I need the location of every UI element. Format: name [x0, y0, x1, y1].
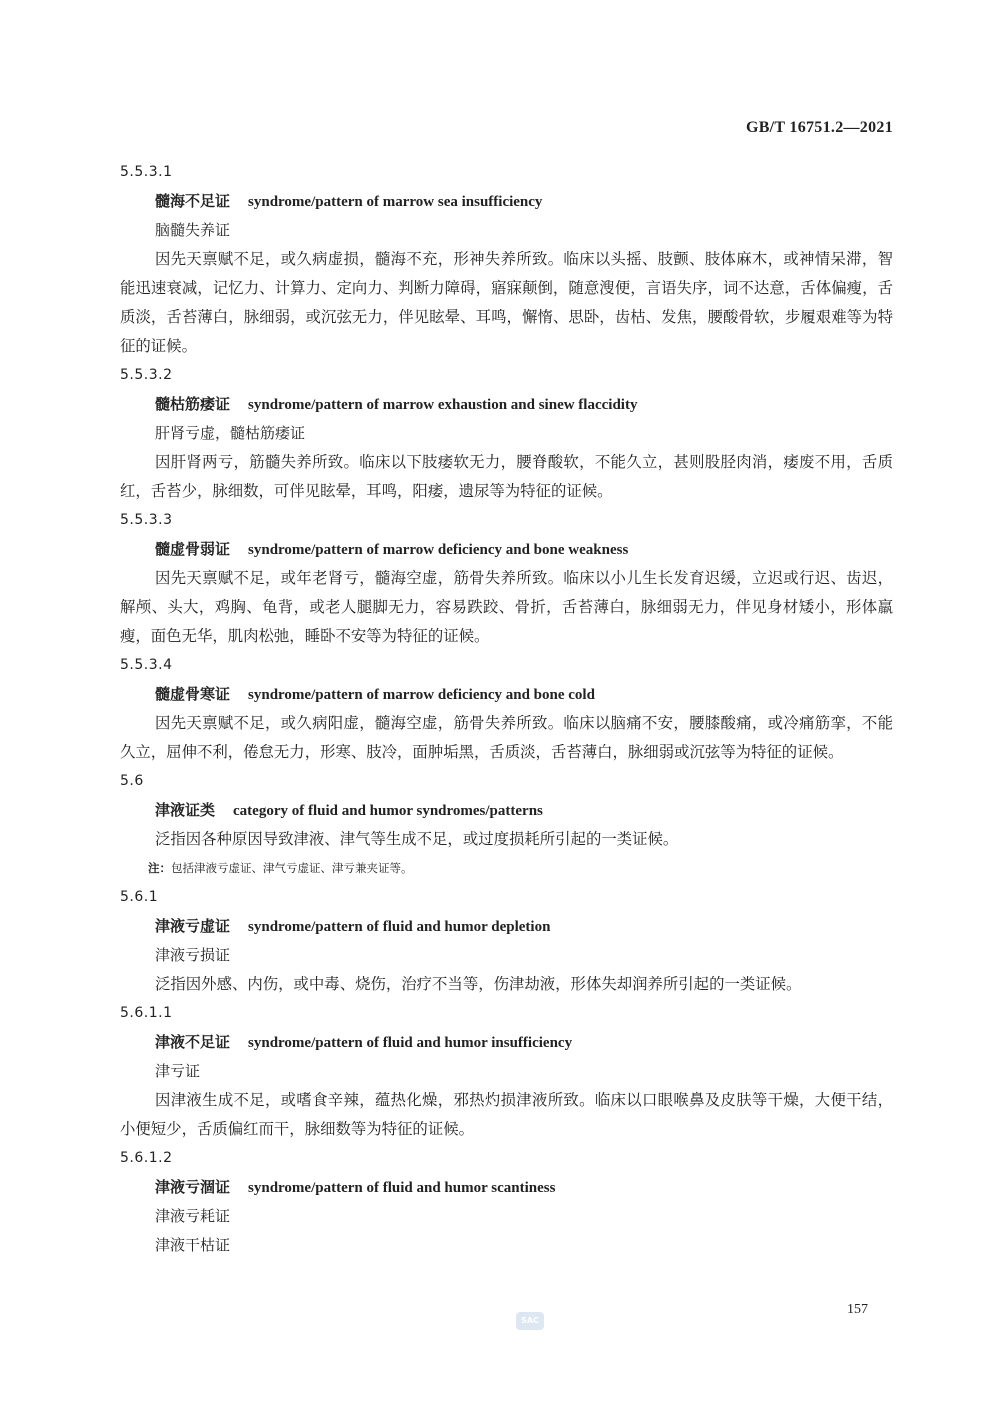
term-en: syndrome/pattern of fluid and humor insufficiency: [248, 1035, 573, 1051]
entry: [120, 506, 893, 651]
entry-number: 5.6.1: [120, 889, 159, 905]
term-zh: 髓枯筋痿证: [155, 395, 231, 413]
term-zh: 髓海不足证: [155, 192, 231, 210]
entry: [120, 767, 893, 883]
standard-number: GB/T 16751.2—2021: [745, 119, 893, 136]
synonym: 津亏证: [155, 1062, 201, 1080]
entry-number: 5.5.3.3: [120, 512, 173, 528]
note: [120, 854, 893, 883]
definition: 因津液生成不足，或嗜食辛辣，蕴热化燥，邪热灼损津液所致。临床以口眼喉鼻及皮肤等干燥，大便干结，小便短少，舌质偏红而干，脉细数等为特征的证候。: [120, 1091, 893, 1138]
entry: [120, 1144, 893, 1260]
entry-number: 5.5.3.2: [120, 367, 173, 383]
entry-number: 5.6: [120, 773, 144, 789]
synonym: 津液亏耗证: [155, 1207, 231, 1225]
term-en: syndrome/pattern of marrow sea insufficiency: [248, 194, 543, 210]
term-en: syndrome/pattern of marrow deficiency and bone cold: [248, 687, 595, 703]
term-line: [120, 187, 893, 216]
note-label: 注：: [148, 861, 171, 875]
entry: [120, 883, 893, 999]
term-line: [120, 1173, 893, 1202]
entry: [120, 158, 893, 361]
definition: 泛指因外感、内伤，或中毒、烧伤，治疗不当等，伤津劫液，形体失却润养所引起的一类证候。: [155, 975, 802, 993]
page-content: [120, 158, 893, 1260]
entry-number: 5.5.3.1: [120, 164, 173, 180]
term-zh: 髓虚骨弱证: [155, 540, 231, 558]
entry-number: 5.6.1.1: [120, 1005, 173, 1021]
definition: 因先天禀赋不足，或久病阳虚，髓海空虚，筋骨失养所致。临床以脑痛不安，腰膝酸痛，或冷痛筋挛，不能久立，屈伸不利，倦怠无力，形寒、肢冷，面肿垢黑，舌质淡，舌苔薄白，脉细弱或沉弦等为特征的证候。: [120, 714, 893, 761]
term-en: syndrome/pattern of fluid and humor depletion: [248, 919, 551, 935]
synonym: 肝肾亏虚，髓枯筋痿证: [155, 424, 306, 442]
term-line: [120, 912, 893, 941]
term-en: syndrome/pattern of marrow exhaustion and sinew flaccidity: [248, 397, 638, 413]
synonym: 津液干枯证: [155, 1236, 231, 1254]
term-en: syndrome/pattern of marrow deficiency and bone weakness: [248, 542, 629, 558]
definition: 因先天禀赋不足，或久病虚损，髓海不充，形神失养所致。临床以头摇、肢颤、肢体麻木，或神情呆滞，智能迅速衰减，记忆力、计算力、定向力、判断力障碍，寤寐颠倒，随意溲便，言语失序，词不达意，舌体偏瘦，舌质淡，舌苔薄白，脉细弱，或沉弦无力，伴见眩晕、耳鸣，懈惰、思卧，齿枯、发焦，腰酸骨软，步履艰难等为特征的证候。: [120, 250, 893, 355]
entry: [120, 999, 893, 1144]
entry: [120, 651, 893, 767]
sac-watermark-logo: SAC: [516, 1312, 544, 1330]
term-line: [120, 1028, 893, 1057]
page-number: 157: [847, 1302, 868, 1317]
entry: [120, 361, 893, 506]
entry-number: 5.6.1.2: [120, 1150, 173, 1166]
entry-number: 5.5.3.4: [120, 657, 173, 673]
term-zh: 髓虚骨寒证: [155, 685, 231, 703]
term-line: [120, 796, 893, 825]
definition: 因先天禀赋不足，或年老肾亏，髓海空虚，筋骨失养所致。临床以小儿生长发育迟缓，立迟或行迟、齿迟，解颅、头大，鸡胸、龟背，或老人腿脚无力，容易跌跤、骨折，舌苔薄白，脉细弱无力，伴见身材矮小，形体羸瘦，面色无华，肌肉松弛，睡卧不安等为特征的证候。: [120, 569, 893, 645]
term-line: [120, 535, 893, 564]
term-en: syndrome/pattern of fluid and humor scantiness: [248, 1180, 556, 1196]
synonym: 脑髓失养证: [155, 221, 231, 239]
term-en: category of fluid and humor syndromes/patterns: [233, 803, 543, 819]
definition: 因肝肾两亏，筋髓失养所致。临床以下肢痿软无力，腰脊酸软，不能久立，甚则股胫肉消，痿废不用，舌质红，舌苔少，脉细数，可伴见眩晕，耳鸣，阳痿，遗尿等为特征的证候。: [120, 453, 893, 500]
term-zh: 津液不足证: [155, 1033, 231, 1051]
term-zh: 津液证类: [155, 801, 216, 819]
definition: 泛指因各种原因导致津液、津气等生成不足，或过度损耗所引起的一类证候。: [155, 830, 679, 848]
term-zh: 津液亏虚证: [155, 917, 231, 935]
term-zh: 津液亏涸证: [155, 1178, 231, 1196]
term-line: [120, 680, 893, 709]
synonym: 津液亏损证: [155, 946, 231, 964]
term-line: [120, 390, 893, 419]
note-text: 包括津液亏虚证、津气亏虚证、津亏兼夹证等。: [171, 861, 413, 875]
